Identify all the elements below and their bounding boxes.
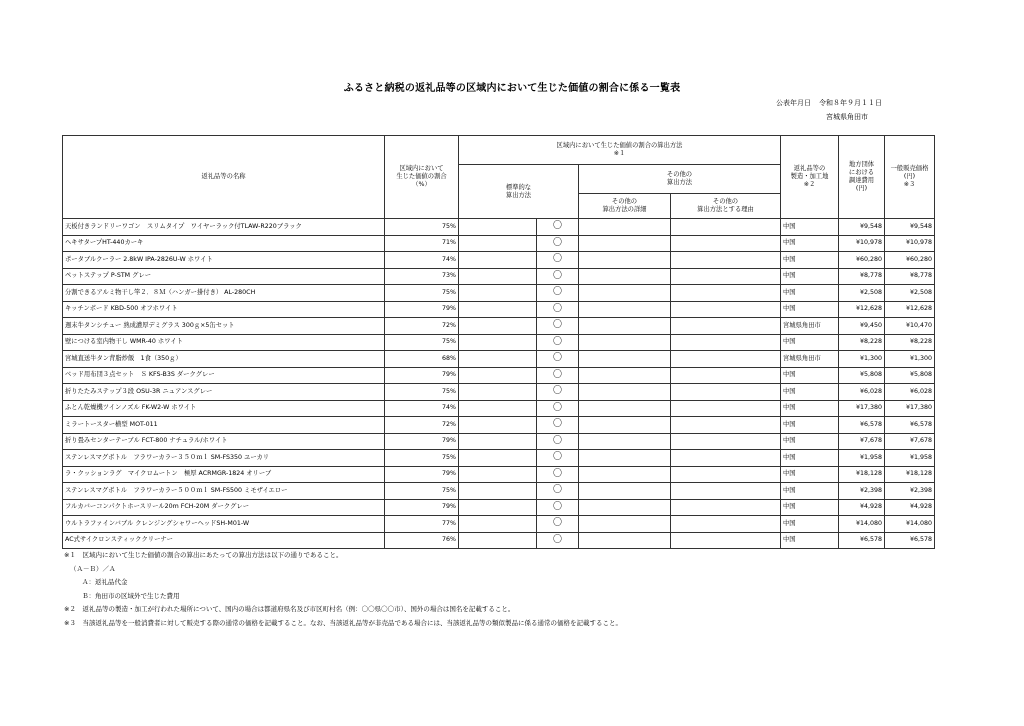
header-cost-line: (円) [855, 184, 868, 192]
cell-other-detail [579, 367, 671, 384]
table-row [63, 301, 935, 318]
table-row [63, 219, 935, 236]
cell-other-detail [579, 235, 671, 252]
cell-retail: ¥6,578 [885, 532, 935, 549]
cell-standard: 〇 [537, 433, 579, 450]
footnote-formula: （Ａ－Ｂ）／Ａ [70, 564, 116, 573]
cell-ratio: 79% [385, 499, 459, 516]
cell-ratio: 77% [385, 516, 459, 533]
cell-retail: ¥6,028 [885, 384, 935, 401]
cell-retail: ¥7,678 [885, 433, 935, 450]
header-retail-line: 一般販売価格 [890, 165, 929, 173]
cell-standard: 〇 [537, 219, 579, 236]
table-row [63, 252, 935, 269]
cell-name: 折り畳みセンターテーブル FCT-800 ナチュラル/ホワイト [63, 433, 385, 450]
cell-cost: ¥8,778 [839, 268, 885, 285]
cell-place: 中国 [781, 384, 839, 401]
cell-other-reason [671, 400, 781, 417]
footnote-b: Ｂ：角田市の区域外で生じた費用 [82, 591, 180, 600]
cell-other-reason [671, 268, 781, 285]
table-row [63, 384, 935, 401]
cell-place: 中国 [781, 268, 839, 285]
cell-standard: 〇 [537, 334, 579, 351]
cell-standard-left [459, 285, 537, 302]
cell-standard: 〇 [537, 384, 579, 401]
footnote-3: ※３ 当該返礼品等を一般消費者に対して販売する際の通常の価格を記載すること。なお、当該返礼品等が非売品である場合には、当該返礼品等の類似製品に係る通常の価格を記載すること。 [64, 618, 622, 627]
footnote-a: Ａ：返礼品代金 [82, 578, 128, 586]
cell-place: 宮城県角田市 [781, 351, 839, 368]
cell-place: 中国 [781, 466, 839, 483]
cell-name: キッチンボード KBD-500 オフホワイト [63, 301, 385, 318]
table-row [63, 351, 935, 368]
header-other-detail-line: その他の [611, 198, 638, 206]
cell-cost: ¥4,928 [839, 499, 885, 516]
cell-place: 中国 [781, 433, 839, 450]
cell-cost: ¥6,028 [839, 384, 885, 401]
cell-standard-left [459, 400, 537, 417]
cell-standard-left [459, 219, 537, 236]
table-row [63, 450, 935, 467]
header-other-line: その他の [666, 171, 693, 179]
cell-standard: 〇 [537, 285, 579, 302]
footnote-1: ※１ 区域内において生じた価値の割合の算出にあたっての算出方法は以下の通りであること。 [64, 551, 343, 559]
cell-standard-left [459, 367, 537, 384]
cell-ratio: 74% [385, 400, 459, 417]
cell-cost: ¥8,228 [839, 334, 885, 351]
cell-other-reason [671, 318, 781, 335]
cell-cost: ¥1,300 [839, 351, 885, 368]
cell-standard-left [459, 301, 537, 318]
cell-standard: 〇 [537, 499, 579, 516]
table-row [63, 318, 935, 335]
cell-other-detail [579, 285, 671, 302]
cell-name: ふとん乾燥機ツインノズル FK-W2-W ホワイト [63, 400, 385, 417]
cell-place: 中国 [781, 235, 839, 252]
cell-place: 中国 [781, 219, 839, 236]
header-name: 返礼品等の名称 [63, 136, 385, 219]
header-method-group [459, 136, 781, 165]
cell-ratio: 79% [385, 433, 459, 450]
table-body [63, 219, 935, 549]
cell-standard: 〇 [537, 400, 579, 417]
cell-other-reason [671, 301, 781, 318]
cell-other-reason [671, 516, 781, 533]
header-other-reason [671, 194, 781, 219]
cell-retail: ¥17,380 [885, 400, 935, 417]
cell-other-detail [579, 433, 671, 450]
cell-name: 壁につける室内物干し WMR-40 ホワイト [63, 334, 385, 351]
cell-retail: ¥10,978 [885, 235, 935, 252]
table-row [63, 466, 935, 483]
footnotes [64, 549, 622, 630]
cell-retail: ¥8,778 [885, 268, 935, 285]
cell-name: フルカバーコンパクトホースリール20m FCH-20M ダークグレー [63, 499, 385, 516]
header-other-group [579, 165, 781, 194]
cell-standard-left [459, 483, 537, 500]
cell-cost: ¥6,578 [839, 417, 885, 434]
cell-retail: ¥9,548 [885, 219, 935, 236]
cell-other-reason [671, 367, 781, 384]
table-row [63, 516, 935, 533]
cell-cost: ¥9,548 [839, 219, 885, 236]
table-row [63, 367, 935, 384]
cell-retail: ¥2,508 [885, 285, 935, 302]
cell-other-detail [579, 219, 671, 236]
cell-standard-left [459, 433, 537, 450]
cell-ratio: 72% [385, 417, 459, 434]
cell-cost: ¥10,978 [839, 235, 885, 252]
cell-retail: ¥10,470 [885, 318, 935, 335]
header-cost-line: 地方団体 [848, 161, 875, 169]
cell-name: ミラートースター横型 MOT-011 [63, 417, 385, 434]
cell-ratio: 75% [385, 334, 459, 351]
return-gift-table [62, 135, 935, 549]
cell-other-detail [579, 499, 671, 516]
cell-place: 中国 [781, 301, 839, 318]
cell-standard: 〇 [537, 417, 579, 434]
header-standard-line: 算出方法 [505, 191, 532, 199]
cell-name: 折りたたみステップ３段 OSU-3R ニュアンスグレー [63, 384, 385, 401]
cell-ratio: 79% [385, 466, 459, 483]
header-other-detail [579, 194, 671, 219]
cell-place: 中国 [781, 285, 839, 302]
table-row [63, 235, 935, 252]
cell-cost: ¥1,958 [839, 450, 885, 467]
cell-ratio: 75% [385, 285, 459, 302]
header-cost-line: における [848, 169, 875, 177]
table-row [63, 532, 935, 549]
cell-ratio: 76% [385, 532, 459, 549]
cell-other-reason [671, 450, 781, 467]
cell-name: 天板付きランドリーワゴン スリムタイプ ワイヤーラック付TLAW-R220ブラック [63, 219, 385, 236]
cell-standard: 〇 [537, 516, 579, 533]
cell-retail: ¥14,080 [885, 516, 935, 533]
header-retail-line: ※３ [903, 180, 916, 188]
cell-retail: ¥12,628 [885, 301, 935, 318]
publication-date-value: 令和８年９月１１日 [819, 99, 882, 107]
header-place [781, 136, 839, 219]
cell-place: 中国 [781, 450, 839, 467]
cell-other-reason [671, 499, 781, 516]
cell-standard: 〇 [537, 268, 579, 285]
cell-cost: ¥2,508 [839, 285, 885, 302]
table-row [63, 400, 935, 417]
header-retail-line: (円) [903, 173, 916, 181]
header-other-reason-line: その他の [712, 198, 739, 206]
header-place-line: ※２ [803, 180, 816, 188]
municipality-name: 宮城県角田市 [826, 113, 868, 121]
cell-other-detail [579, 466, 671, 483]
cell-cost: ¥17,380 [839, 400, 885, 417]
cell-retail: ¥18,128 [885, 466, 935, 483]
cell-cost: ¥9,450 [839, 318, 885, 335]
cell-standard: 〇 [537, 532, 579, 549]
header-method-line: ※１ [613, 150, 626, 157]
cell-place: 中国 [781, 499, 839, 516]
cell-standard: 〇 [537, 301, 579, 318]
cell-ratio: 79% [385, 367, 459, 384]
cell-retail: ¥2,398 [885, 483, 935, 500]
cell-place: 中国 [781, 334, 839, 351]
cell-standard: 〇 [537, 351, 579, 368]
cell-other-reason [671, 384, 781, 401]
publication-date [776, 98, 882, 108]
cell-ratio: 79% [385, 301, 459, 318]
cell-name: ラ・クッションラグ マイクロムートン 極厚 ACRMGR-1824 オリーブ [63, 466, 385, 483]
cell-cost: ¥7,678 [839, 433, 885, 450]
cell-ratio: 72% [385, 318, 459, 335]
footnote-2: ※２ 返礼品等の製造・加工が行われた場所について、国内の場合は都道府県名及び市区町村名（例：〇〇県〇〇市）、国外の場合は国名を記載すること。 [64, 605, 515, 613]
header-standard [459, 165, 579, 219]
cell-ratio: 68% [385, 351, 459, 368]
cell-cost: ¥60,280 [839, 252, 885, 269]
cell-ratio: 73% [385, 268, 459, 285]
cell-retail: ¥4,928 [885, 499, 935, 516]
cell-place: 中国 [781, 252, 839, 269]
cell-other-detail [579, 334, 671, 351]
cell-standard-left [459, 318, 537, 335]
cell-other-reason [671, 532, 781, 549]
cell-name: ヘキサタープHT-440カーキ [63, 235, 385, 252]
cell-name: 週末牛タンシチュー 熟成濃厚デミグラス 300ｇ×5缶セット [63, 318, 385, 335]
cell-name: 分割できるアルミ物干し竿２．８Ｍ（ハンガー掛付き） AL-280CH [63, 285, 385, 302]
header-cost [839, 136, 885, 219]
cell-standard-left [459, 351, 537, 368]
cell-other-reason [671, 334, 781, 351]
cell-retail: ¥60,280 [885, 252, 935, 269]
cell-ratio: 71% [385, 235, 459, 252]
cell-other-reason [671, 433, 781, 450]
header-cost-line: 調達費用 [848, 177, 875, 184]
cell-other-detail [579, 252, 671, 269]
cell-other-detail [579, 268, 671, 285]
cell-name: ペットステップ P-STM グレー [63, 268, 385, 285]
publication-date-label: 公表年月日 [776, 99, 811, 107]
cell-standard: 〇 [537, 466, 579, 483]
cell-standard: 〇 [537, 252, 579, 269]
header-ratio [385, 136, 459, 219]
header-ratio-line: 生じた価値の割合 [396, 173, 447, 181]
table-row [63, 433, 935, 450]
cell-standard: 〇 [537, 367, 579, 384]
table-row [63, 285, 935, 302]
table-row [63, 499, 935, 516]
cell-place: 中国 [781, 516, 839, 533]
cell-standard: 〇 [537, 450, 579, 467]
cell-cost: ¥2,398 [839, 483, 885, 500]
cell-standard-left [459, 268, 537, 285]
cell-name: AC式サイクロンスティッククリーナー [63, 532, 385, 549]
cell-cost: ¥12,628 [839, 301, 885, 318]
cell-cost: ¥6,578 [839, 532, 885, 549]
cell-other-detail [579, 417, 671, 434]
cell-standard-left [459, 417, 537, 434]
cell-place: 中国 [781, 367, 839, 384]
table-row [63, 483, 935, 500]
cell-cost: ¥14,080 [839, 516, 885, 533]
cell-standard-left [459, 235, 537, 252]
cell-other-detail [579, 532, 671, 549]
cell-other-reason [671, 219, 781, 236]
cell-name: ポータブルクーラー 2.8kW IPA-2826U-W ホワイト [63, 252, 385, 269]
cell-other-reason [671, 285, 781, 302]
header-place-line: 返礼品等の [793, 165, 826, 173]
table-row [63, 334, 935, 351]
cell-other-reason [671, 483, 781, 500]
cell-retail: ¥1,958 [885, 450, 935, 467]
cell-standard-left [459, 532, 537, 549]
cell-other-detail [579, 450, 671, 467]
cell-name: ステンレスマグボトル フラワーカラー３５０ｍｌ SM-FS350 ユーカリ [63, 450, 385, 467]
cell-ratio: 75% [385, 450, 459, 467]
cell-retail: ¥1,300 [885, 351, 935, 368]
cell-other-reason [671, 252, 781, 269]
cell-name: ベッド用布団３点セット Ｓ KFS-B3S ダークグレー [63, 367, 385, 384]
header-method-line: 区域内において生じた価値の割合の算出方法 [556, 142, 683, 150]
cell-standard-left [459, 466, 537, 483]
cell-other-detail [579, 516, 671, 533]
cell-retail: ¥5,808 [885, 367, 935, 384]
cell-other-reason [671, 466, 781, 483]
cell-ratio: 75% [385, 384, 459, 401]
cell-place: 中国 [781, 400, 839, 417]
cell-ratio: 75% [385, 483, 459, 500]
cell-name: ウルトラファインバブル クレンジングシャワーヘッドSH-M01-W [63, 516, 385, 533]
cell-other-detail [579, 384, 671, 401]
cell-standard: 〇 [537, 235, 579, 252]
header-other-detail-line: 算出方法の詳細 [602, 206, 647, 213]
header-other-reason-line: 算出方法とする理由 [697, 206, 754, 213]
cell-name: ステンレスマグボトル フラワーカラー５００ｍｌ SM-FS500 ミモザイエロー [63, 483, 385, 500]
cell-other-detail [579, 301, 671, 318]
header-ratio-line: （%） [412, 180, 431, 188]
header-retail [885, 136, 935, 219]
cell-other-detail [579, 483, 671, 500]
cell-other-detail [579, 318, 671, 335]
cell-cost: ¥18,128 [839, 466, 885, 483]
header-place-line: 製造・加工地 [790, 173, 829, 181]
cell-retail: ¥6,578 [885, 417, 935, 434]
cell-standard-left [459, 252, 537, 269]
cell-place: 中国 [781, 417, 839, 434]
cell-place: 中国 [781, 532, 839, 549]
cell-other-reason [671, 235, 781, 252]
cell-ratio: 74% [385, 252, 459, 269]
cell-ratio: 75% [385, 219, 459, 236]
header-standard-line: 標準的な [505, 183, 532, 191]
cell-standard-left [459, 334, 537, 351]
cell-other-detail [579, 400, 671, 417]
cell-standard: 〇 [537, 318, 579, 335]
cell-cost: ¥5,808 [839, 367, 885, 384]
table-row [63, 417, 935, 434]
cell-standard-left [459, 516, 537, 533]
cell-retail: ¥8,228 [885, 334, 935, 351]
header-other-line: 算出方法 [666, 179, 693, 186]
cell-place: 中国 [781, 483, 839, 500]
cell-other-reason [671, 417, 781, 434]
header-ratio-line: 区域内において [399, 165, 444, 173]
cell-standard-left [459, 384, 537, 401]
cell-standard-left [459, 450, 537, 467]
page-title: ふるさと納税の返礼品等の区域内において生じた価値の割合に係る一覧表 [343, 83, 681, 94]
table-row [63, 268, 935, 285]
cell-standard-left [459, 499, 537, 516]
cell-place: 宮城県角田市 [781, 318, 839, 335]
cell-name: 宮城直送牛タン背脂炒飯 1食（350ｇ） [63, 351, 385, 368]
cell-other-reason [671, 351, 781, 368]
cell-standard: 〇 [537, 483, 579, 500]
cell-other-detail [579, 351, 671, 368]
